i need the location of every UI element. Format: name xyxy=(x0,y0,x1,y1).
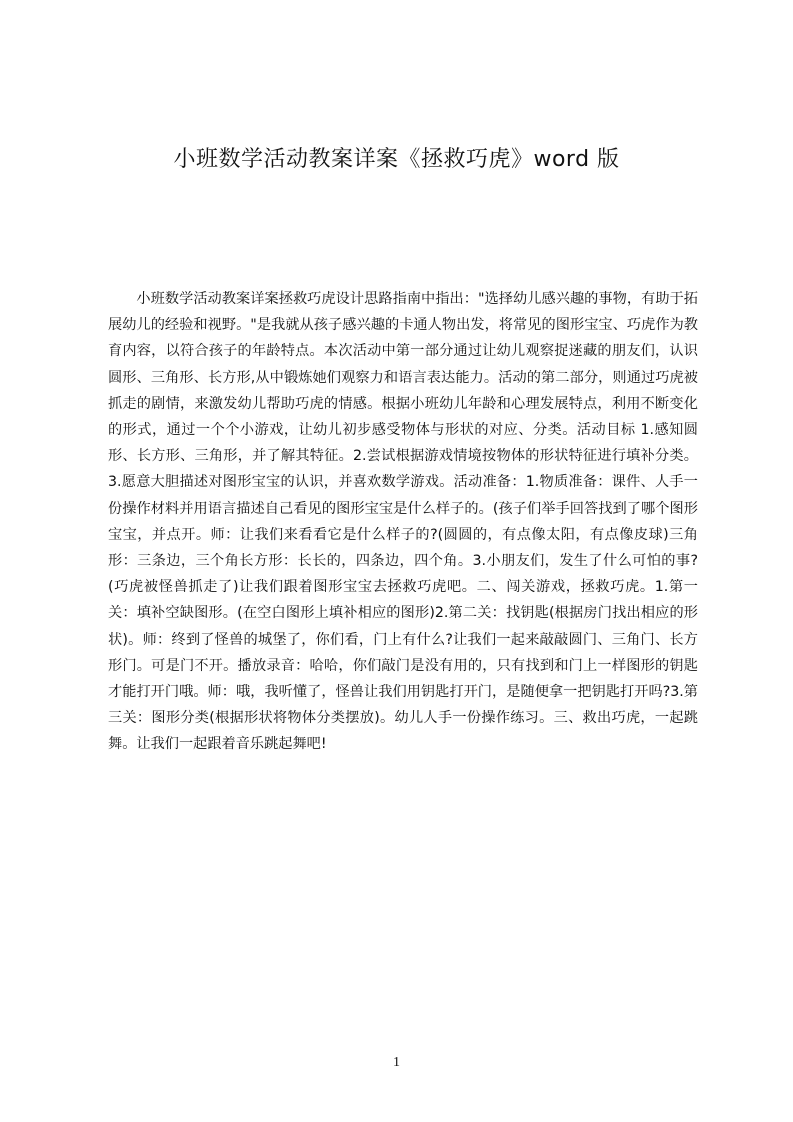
page-number: 1 xyxy=(393,1055,400,1070)
body-paragraph: 小班数学活动教案详案拯救巧虎设计思路指南中指出："选择幼儿感兴趣的事物，有助于拓展幼儿的经验和视野。"是我就从孩子感兴趣的卡通人物出发，将常见的图形宝宝、巧虎作为教育内容，以符合孩子的年龄特点。本次活动中第一部分通过让幼儿观察捉迷藏的朋友们，认识圆形、三角形、长方形,从中锻炼她们观察力和语言表达能力。活动的第二部分，则通过巧虎被抓走的剧情，来激发幼儿帮助巧虎的情感。根据小班幼儿年龄和心理发展特点，利用不断变化的形式，通过一个个小游戏，让幼儿初步感受物体与形状的对应、分类。活动目标 1.感知圆形、长方形、三角形，并了解其特征。2.尝试根据游戏情境按物体的形状特征进行填补分类。3.愿意大胆描述对图形宝宝的认识，并喜欢数学游戏。活动准备：1.物质准备：课件、人手一份操作材料并用语言描述自己看见的图形宝宝是什么样子的。(孩子们举手回答找到了哪个图形宝宝，并点开。师：让我们来看看它是什么样子的?(圆圆的，有点像太阳，有点像皮球)三角形：三条边，三个角长方形：长长的，四条边，四个角。3.小朋友们，发生了什么可怕的事?(巧虎被怪兽抓走了)让我们跟着图形宝宝去拯救巧虎吧。二、闯关游戏，拯救巧虎。1.第一关：填补空缺图形。(在空白图形上填补相应的图形)2.第二关：找钥匙(根据房门找出相应的形状)。师：终到了怪兽的城堡了，你们看，门上有什么?让我们一起来敲敲圆门、三角门、长方形门。可是门不开。播放录音：哈哈，你们敲门是没有用的，只有找到和门上一样图形的钥匙才能打开门哦。师：哦，我听懂了，怪兽让我们用钥匙打开门，是随便拿一把钥匙打开吗?3.第三关：图形分类(根据形状将物体分类摆放)。幼儿人手一份操作练习。三、救出巧虎，一起跳舞。让我们一起跟着音乐跳起舞吧! xyxy=(108,291,698,753)
document-title: 小班数学活动教案详案《拯救巧虎》word 版 xyxy=(173,147,620,172)
